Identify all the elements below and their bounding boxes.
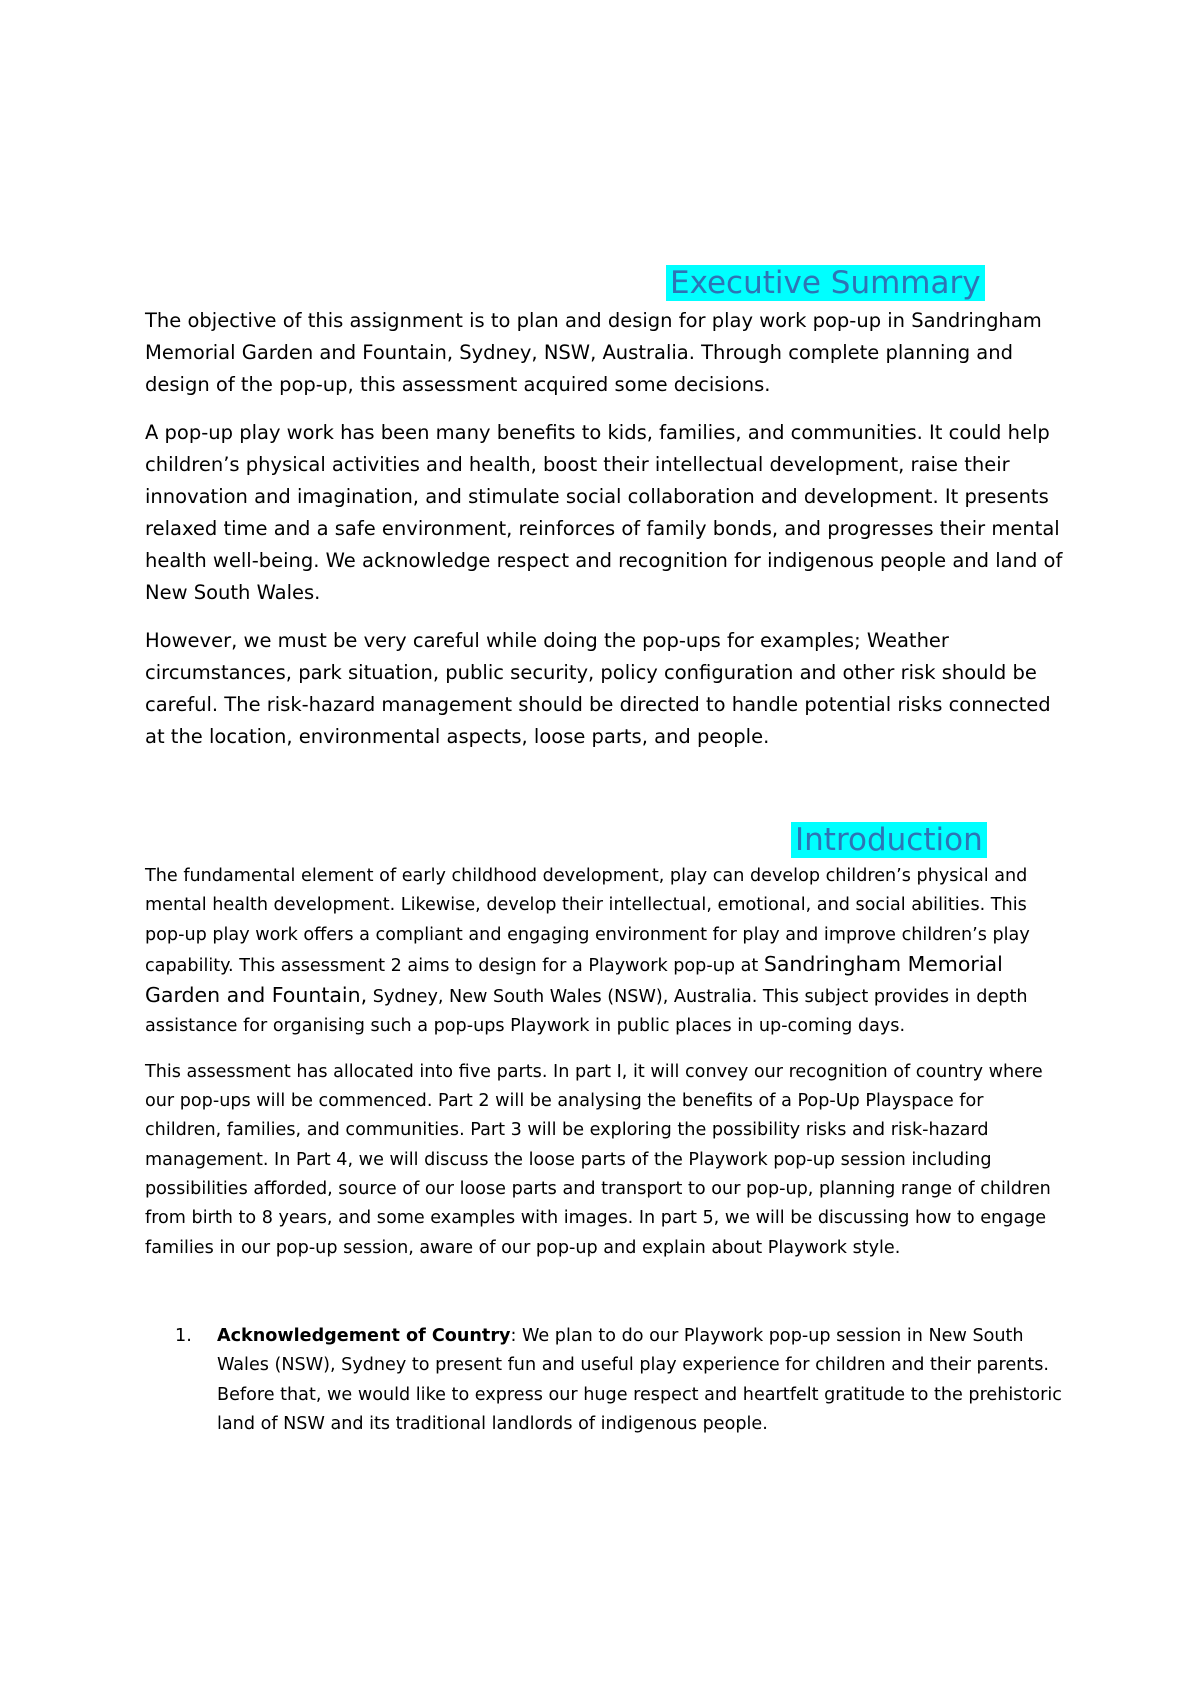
list-item — [145, 1322, 1065, 1439]
numbered-list — [145, 1322, 1065, 1439]
executive-summary-paragraph: A pop-up play work has been many benefits to kids, families, and communities. It could help children’s physical activities and health, boost their intellectual development, raise their innovation and imagination, and stimulate social collaboration and development. It presents relaxed time and a safe environment, reinforces of family bonds, and progresses their mental health well-being. We acknowledge respect and recognition for indigenous people and land of New South Wales. — [145, 421, 1063, 604]
introduction-paragraph: This assessment has allocated into five parts. In part I, it will convey our recognition of country where our pop-ups will be commenced. Part 2 will be analysing the benefits of a Pop-Up Playspace for children, families, and communities. Part 3 will be exploring the possibility risks and risk-hazard management. In Part 4, we will discuss the loose parts of the Playwork pop-up session including possibilities afforded, source of our loose parts and transport to our pop-up, planning range of children from birth to 8 years, and some examples with images. In part 5, we will be discussing how to engage families in our pop-up session, aware of our pop-up and explain about Playwork style. — [145, 1061, 1051, 1258]
executive-summary-paragraph: However, we must be very careful while doing the pop-ups for examples; Weather circumstances, park situation, public security, policy configuration and other risk should be careful. The risk-hazard management should be directed to handle potential risks connected at the location, environmental aspects, loose parts, and people. — [145, 629, 1051, 748]
list-item-text: : We plan to do our Playwork pop-up session in New South Wales (NSW), Sydney to present fun and useful play experience for children and their parents. Before that, we would like to express our huge respect and heartfelt gratitude to the prehistoric land of NSW and its traditional landlords of indigenous people. — [217, 1326, 1062, 1434]
list-number: 1. — [175, 1326, 192, 1346]
introduction-heading-text: Introduction — [791, 822, 987, 858]
introduction-text: Sydney, New South Wales (NSW), Australia. This subject provides in depth assistance for organising such a pop-ups Playwork in public places in up-coming days. — [145, 987, 1028, 1037]
introduction-text: The fundamental element of early childhood development, play can develop children’s physical and mental health development. Likewise, develop their intellectual, emotional, and social abilities. This pop-up play work offers a compliant and engaging environment for play and improve children’s play capability. This assessment 2 aims to design for a Playwork pop-up at — [145, 866, 1030, 976]
executive-summary-paragraph: The objective of this assignment is to plan and design for play work pop-up in Sandringham Memorial Garden and Fountain, Sydney, NSW, Australia. Through complete planning and design of the pop-up, this assessment acquired some decisions. — [145, 309, 1042, 396]
introduction-heading — [791, 821, 987, 859]
list-item-title: Acknowledgement of Country — [217, 1326, 511, 1346]
location-name: Sandringham Memorial Garden and Fountain, — [145, 951, 1003, 1008]
executive-summary-body — [145, 305, 1065, 769]
introduction-body — [145, 862, 1065, 1279]
introduction-paragraph — [145, 862, 1065, 1042]
executive-summary-heading — [666, 264, 985, 302]
executive-summary-heading-text: Executive Summary — [666, 265, 985, 301]
